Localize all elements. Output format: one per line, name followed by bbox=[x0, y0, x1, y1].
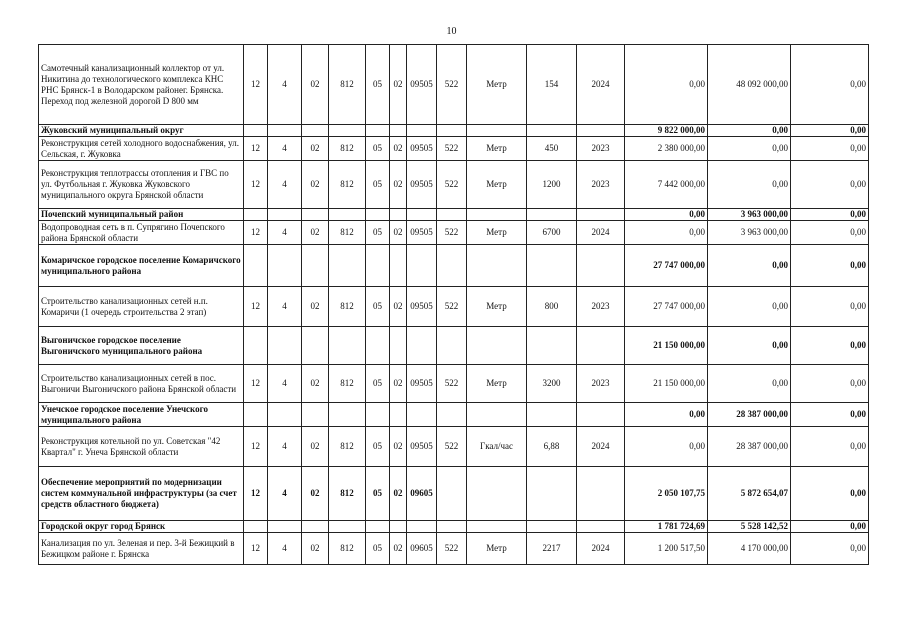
cell-v2: 5 872 654,07 bbox=[708, 467, 791, 521]
cell-v3: 0,00 bbox=[791, 327, 869, 365]
cell-year bbox=[577, 327, 625, 365]
table-row bbox=[39, 45, 869, 125]
cell-v1: 0,00 bbox=[625, 45, 708, 125]
cell-c7 bbox=[407, 125, 437, 137]
cell-unit bbox=[467, 125, 527, 137]
cell-c7 bbox=[407, 245, 437, 287]
cell-c8 bbox=[437, 125, 467, 137]
cell-name: Канализация по ул. Зеленая и пер. 3-й Бежицкий в Бежицком районе г. Брянска bbox=[39, 533, 244, 565]
cell-v2: 0,00 bbox=[708, 327, 791, 365]
cell-c5: 05 bbox=[366, 45, 390, 125]
cell-year: 2023 bbox=[577, 365, 625, 403]
cell-c7: 09505 bbox=[407, 137, 437, 161]
cell-name: Реконструкция сетей холодного водоснабжения, ул. Сельская, г. Жуковка bbox=[39, 137, 244, 161]
cell-name: Реконструкция теплотрассы отопления и ГВС по ул. Футбольная г. Жуковка Жуковского муниципального округа Брянской области bbox=[39, 161, 244, 209]
cell-c6: 02 bbox=[390, 137, 407, 161]
cell-unit bbox=[467, 209, 527, 221]
cell-name: Унечское городское поселение Унечского муниципального района bbox=[39, 403, 244, 427]
cell-qty bbox=[527, 327, 577, 365]
cell-c6: 02 bbox=[390, 221, 407, 245]
cell-c4 bbox=[329, 327, 366, 365]
cell-c5: 05 bbox=[366, 137, 390, 161]
table-row bbox=[39, 365, 869, 403]
cell-year bbox=[577, 125, 625, 137]
cell-c3 bbox=[302, 209, 329, 221]
cell-name: Городской округ город Брянск bbox=[39, 521, 244, 533]
cell-v1: 1 200 517,50 bbox=[625, 533, 708, 565]
cell-c8 bbox=[437, 245, 467, 287]
cell-c6 bbox=[390, 125, 407, 137]
cell-c5: 05 bbox=[366, 221, 390, 245]
cell-year bbox=[577, 209, 625, 221]
cell-qty: 1200 bbox=[527, 161, 577, 209]
cell-unit: Метр bbox=[467, 137, 527, 161]
cell-c5 bbox=[366, 327, 390, 365]
cell-v2: 28 387 000,00 bbox=[708, 427, 791, 467]
cell-qty bbox=[527, 125, 577, 137]
cell-v1: 27 747 000,00 bbox=[625, 245, 708, 287]
cell-c7 bbox=[407, 327, 437, 365]
cell-qty: 6,88 bbox=[527, 427, 577, 467]
cell-c5 bbox=[366, 245, 390, 287]
cell-name: Реконструкция котельной по ул. Советская "42 Квартал" г. Унеча Брянской области bbox=[39, 427, 244, 467]
cell-c2 bbox=[268, 403, 302, 427]
cell-c8 bbox=[437, 467, 467, 521]
cell-c5: 05 bbox=[366, 533, 390, 565]
cell-v3: 0,00 bbox=[791, 403, 869, 427]
cell-c2: 4 bbox=[268, 365, 302, 403]
table-row bbox=[39, 137, 869, 161]
cell-c5 bbox=[366, 125, 390, 137]
cell-year: 2023 bbox=[577, 161, 625, 209]
cell-c7: 09505 bbox=[407, 427, 437, 467]
cell-c5 bbox=[366, 521, 390, 533]
cell-c1: 12 bbox=[244, 365, 268, 403]
cell-c5: 05 bbox=[366, 427, 390, 467]
cell-unit bbox=[467, 403, 527, 427]
cell-unit: Метр bbox=[467, 533, 527, 565]
cell-c4 bbox=[329, 125, 366, 137]
cell-v3: 0,00 bbox=[791, 221, 869, 245]
cell-c6 bbox=[390, 209, 407, 221]
cell-year: 2024 bbox=[577, 533, 625, 565]
cell-c8: 522 bbox=[437, 287, 467, 327]
cell-c8: 522 bbox=[437, 137, 467, 161]
cell-c2 bbox=[268, 245, 302, 287]
cell-name: Комаричское городское поселение Комаричского муниципального района bbox=[39, 245, 244, 287]
cell-c4: 812 bbox=[329, 533, 366, 565]
cell-v1: 21 150 000,00 bbox=[625, 327, 708, 365]
cell-v2: 0,00 bbox=[708, 365, 791, 403]
cell-name: Выгоничское городское поселение Выгоничского муниципального района bbox=[39, 327, 244, 365]
table-row bbox=[39, 221, 869, 245]
cell-v3: 0,00 bbox=[791, 533, 869, 565]
cell-v2: 0,00 bbox=[708, 287, 791, 327]
cell-v1: 9 822 000,00 bbox=[625, 125, 708, 137]
cell-c4: 812 bbox=[329, 365, 366, 403]
cell-c1: 12 bbox=[244, 287, 268, 327]
cell-v3: 0,00 bbox=[791, 209, 869, 221]
cell-c1: 12 bbox=[244, 161, 268, 209]
cell-name: Обеспечение мероприятий по модернизации систем коммунальной инфраструктуры (за счет средств областного бюджета) bbox=[39, 467, 244, 521]
cell-year bbox=[577, 467, 625, 521]
cell-c2 bbox=[268, 209, 302, 221]
cell-year: 2024 bbox=[577, 45, 625, 125]
cell-c7 bbox=[407, 403, 437, 427]
cell-c2: 4 bbox=[268, 467, 302, 521]
cell-c8 bbox=[437, 327, 467, 365]
cell-v1: 1 781 724,69 bbox=[625, 521, 708, 533]
cell-v2: 3 963 000,00 bbox=[708, 209, 791, 221]
cell-qty: 6700 bbox=[527, 221, 577, 245]
cell-v3: 0,00 bbox=[791, 45, 869, 125]
cell-c4 bbox=[329, 403, 366, 427]
cell-c7: 09505 bbox=[407, 287, 437, 327]
cell-name: Жуковский муниципальный округ bbox=[39, 125, 244, 137]
cell-v2: 5 528 142,52 bbox=[708, 521, 791, 533]
cell-c3: 02 bbox=[302, 137, 329, 161]
cell-v2: 0,00 bbox=[708, 161, 791, 209]
cell-c3 bbox=[302, 245, 329, 287]
cell-c4: 812 bbox=[329, 221, 366, 245]
cell-c6: 02 bbox=[390, 533, 407, 565]
cell-c7: 09605 bbox=[407, 533, 437, 565]
cell-c8: 522 bbox=[437, 533, 467, 565]
cell-c8 bbox=[437, 403, 467, 427]
cell-c4 bbox=[329, 245, 366, 287]
cell-c7: 09505 bbox=[407, 45, 437, 125]
cell-v1: 2 050 107,75 bbox=[625, 467, 708, 521]
group-row bbox=[39, 125, 869, 137]
cell-c1: 12 bbox=[244, 427, 268, 467]
cell-v1: 0,00 bbox=[625, 427, 708, 467]
table-row bbox=[39, 161, 869, 209]
cell-c3 bbox=[302, 521, 329, 533]
cell-c3: 02 bbox=[302, 161, 329, 209]
cell-c2: 4 bbox=[268, 45, 302, 125]
cell-c4: 812 bbox=[329, 45, 366, 125]
cell-c2: 4 bbox=[268, 427, 302, 467]
cell-c6: 02 bbox=[390, 45, 407, 125]
cell-v2: 0,00 bbox=[708, 125, 791, 137]
cell-year bbox=[577, 403, 625, 427]
cell-c8 bbox=[437, 521, 467, 533]
cell-c1 bbox=[244, 245, 268, 287]
cell-v2: 0,00 bbox=[708, 137, 791, 161]
cell-unit: Гкал/час bbox=[467, 427, 527, 467]
cell-c5 bbox=[366, 403, 390, 427]
cell-unit bbox=[467, 245, 527, 287]
group-row bbox=[39, 467, 869, 521]
table-row bbox=[39, 287, 869, 327]
cell-c6: 02 bbox=[390, 467, 407, 521]
cell-c7: 09605 bbox=[407, 467, 437, 521]
cell-qty bbox=[527, 467, 577, 521]
cell-c1: 12 bbox=[244, 221, 268, 245]
cell-c2: 4 bbox=[268, 161, 302, 209]
cell-c1: 12 bbox=[244, 137, 268, 161]
cell-v2: 0,00 bbox=[708, 245, 791, 287]
cell-name: Строительство канализационных сетей н.п. Комаричи (1 очередь строительства 2 этап) bbox=[39, 287, 244, 327]
cell-c7 bbox=[407, 209, 437, 221]
cell-v3: 0,00 bbox=[791, 125, 869, 137]
cell-unit bbox=[467, 467, 527, 521]
cell-c3 bbox=[302, 125, 329, 137]
cell-c7 bbox=[407, 521, 437, 533]
cell-c1: 12 bbox=[244, 45, 268, 125]
cell-v1: 27 747 000,00 bbox=[625, 287, 708, 327]
cell-c7: 09505 bbox=[407, 161, 437, 209]
cell-c3: 02 bbox=[302, 467, 329, 521]
cell-c3: 02 bbox=[302, 427, 329, 467]
group-row bbox=[39, 245, 869, 287]
cell-c8: 522 bbox=[437, 427, 467, 467]
cell-c3: 02 bbox=[302, 45, 329, 125]
cell-c8 bbox=[437, 209, 467, 221]
cell-qty: 3200 bbox=[527, 365, 577, 403]
cell-v2: 3 963 000,00 bbox=[708, 221, 791, 245]
cell-c6: 02 bbox=[390, 427, 407, 467]
cell-c6 bbox=[390, 521, 407, 533]
cell-c4: 812 bbox=[329, 161, 366, 209]
cell-v3: 0,00 bbox=[791, 365, 869, 403]
cell-c2 bbox=[268, 327, 302, 365]
cell-v2: 48 092 000,00 bbox=[708, 45, 791, 125]
cell-c1: 12 bbox=[244, 467, 268, 521]
cell-c1: 12 bbox=[244, 533, 268, 565]
cell-c4 bbox=[329, 521, 366, 533]
cell-v1: 0,00 bbox=[625, 403, 708, 427]
cell-v3: 0,00 bbox=[791, 245, 869, 287]
cell-unit: Метр bbox=[467, 161, 527, 209]
cell-c2 bbox=[268, 521, 302, 533]
cell-name: Почепский муниципальный район bbox=[39, 209, 244, 221]
cell-qty: 2217 bbox=[527, 533, 577, 565]
cell-v1: 0,00 bbox=[625, 209, 708, 221]
cell-c2: 4 bbox=[268, 287, 302, 327]
table-row bbox=[39, 533, 869, 565]
cell-c4: 812 bbox=[329, 287, 366, 327]
cell-v3: 0,00 bbox=[791, 287, 869, 327]
cell-c6 bbox=[390, 327, 407, 365]
table-row bbox=[39, 427, 869, 467]
cell-qty: 450 bbox=[527, 137, 577, 161]
cell-qty bbox=[527, 209, 577, 221]
cell-v1: 2 380 000,00 bbox=[625, 137, 708, 161]
cell-c5: 05 bbox=[366, 365, 390, 403]
cell-c8: 522 bbox=[437, 45, 467, 125]
cell-c5: 05 bbox=[366, 467, 390, 521]
cell-c3 bbox=[302, 327, 329, 365]
cell-unit: Метр bbox=[467, 287, 527, 327]
cell-qty bbox=[527, 245, 577, 287]
group-row bbox=[39, 327, 869, 365]
cell-year bbox=[577, 521, 625, 533]
cell-c6 bbox=[390, 245, 407, 287]
cell-c3 bbox=[302, 403, 329, 427]
cell-qty bbox=[527, 521, 577, 533]
cell-c3: 02 bbox=[302, 221, 329, 245]
cell-c1 bbox=[244, 521, 268, 533]
cell-c5: 05 bbox=[366, 161, 390, 209]
cell-name: Строительство канализационных сетей в пос. Выгоничи Выгоничского района Брянской области bbox=[39, 365, 244, 403]
page-number: 10 bbox=[446, 26, 457, 37]
cell-v2: 4 170 000,00 bbox=[708, 533, 791, 565]
cell-c7: 09505 bbox=[407, 365, 437, 403]
cell-unit bbox=[467, 327, 527, 365]
cell-unit: Метр bbox=[467, 45, 527, 125]
cell-year: 2024 bbox=[577, 427, 625, 467]
group-row bbox=[39, 209, 869, 221]
cell-year: 2023 bbox=[577, 137, 625, 161]
cell-qty: 800 bbox=[527, 287, 577, 327]
cell-v3: 0,00 bbox=[791, 467, 869, 521]
cell-c3: 02 bbox=[302, 287, 329, 327]
cell-v1: 7 442 000,00 bbox=[625, 161, 708, 209]
cell-v1: 21 150 000,00 bbox=[625, 365, 708, 403]
budget-table bbox=[38, 44, 869, 565]
cell-c4: 812 bbox=[329, 467, 366, 521]
cell-v3: 0,00 bbox=[791, 161, 869, 209]
cell-c2: 4 bbox=[268, 137, 302, 161]
cell-year bbox=[577, 245, 625, 287]
cell-c8: 522 bbox=[437, 365, 467, 403]
cell-v3: 0,00 bbox=[791, 137, 869, 161]
cell-c6 bbox=[390, 403, 407, 427]
cell-unit: Метр bbox=[467, 221, 527, 245]
cell-c4: 812 bbox=[329, 427, 366, 467]
cell-c6: 02 bbox=[390, 365, 407, 403]
cell-c1 bbox=[244, 125, 268, 137]
cell-c6: 02 bbox=[390, 287, 407, 327]
cell-c3: 02 bbox=[302, 365, 329, 403]
cell-c1 bbox=[244, 327, 268, 365]
cell-c1 bbox=[244, 403, 268, 427]
cell-c6: 02 bbox=[390, 161, 407, 209]
cell-name: Самотечный канализационный коллектор от ул. Никитина до технологического комплекса КНС РНС Брянск-1 в Володарском районег. Брянска. Переход под железной дорогой D 800 мм bbox=[39, 45, 244, 125]
group-row bbox=[39, 521, 869, 533]
cell-c4 bbox=[329, 209, 366, 221]
cell-v3: 0,00 bbox=[791, 427, 869, 467]
cell-c5 bbox=[366, 209, 390, 221]
cell-c8: 522 bbox=[437, 221, 467, 245]
cell-v1: 0,00 bbox=[625, 221, 708, 245]
cell-c2 bbox=[268, 125, 302, 137]
cell-v3: 0,00 bbox=[791, 521, 869, 533]
cell-year: 2023 bbox=[577, 287, 625, 327]
cell-name: Водопроводная сеть в п. Супрягино Почепского района Брянской области bbox=[39, 221, 244, 245]
cell-c4: 812 bbox=[329, 137, 366, 161]
cell-qty bbox=[527, 403, 577, 427]
cell-qty: 154 bbox=[527, 45, 577, 125]
group-row bbox=[39, 403, 869, 427]
cell-c5: 05 bbox=[366, 287, 390, 327]
cell-c3: 02 bbox=[302, 533, 329, 565]
cell-c7: 09505 bbox=[407, 221, 437, 245]
cell-c2: 4 bbox=[268, 221, 302, 245]
cell-unit bbox=[467, 521, 527, 533]
cell-v2: 28 387 000,00 bbox=[708, 403, 791, 427]
cell-year: 2024 bbox=[577, 221, 625, 245]
cell-c2: 4 bbox=[268, 533, 302, 565]
cell-unit: Метр bbox=[467, 365, 527, 403]
cell-c8: 522 bbox=[437, 161, 467, 209]
cell-c1 bbox=[244, 209, 268, 221]
